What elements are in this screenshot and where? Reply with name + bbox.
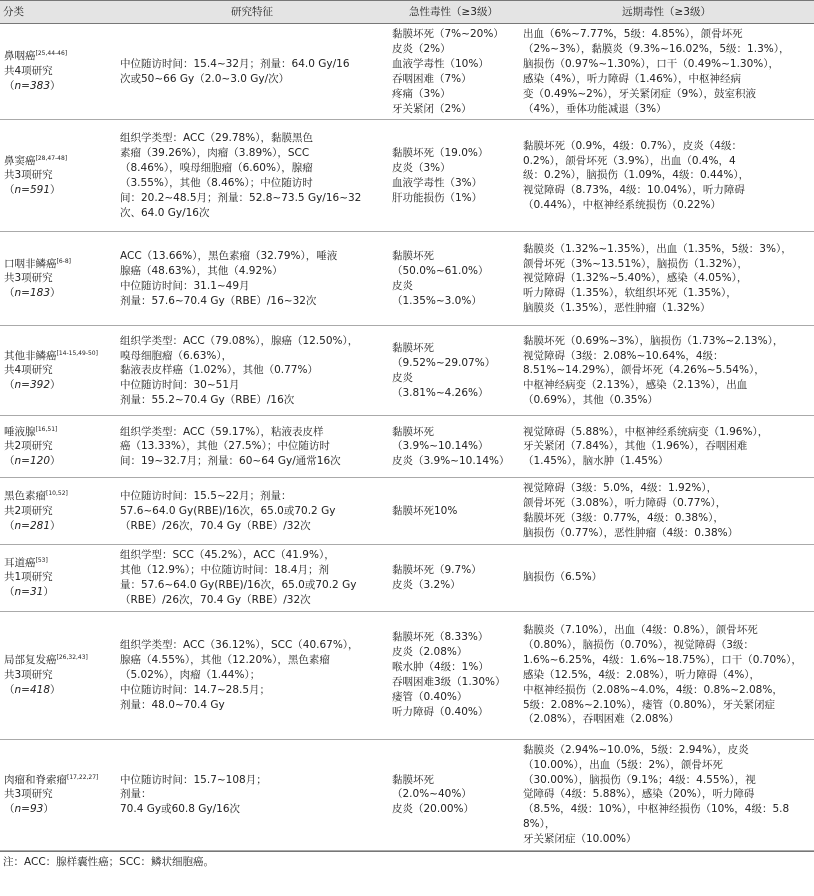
sample-size: n=183 [14, 287, 50, 300]
sample-size-line [4, 683, 112, 698]
late-toxicity-line: 牙关紧闭症（10.00%） [523, 833, 637, 846]
sample-size-line [4, 802, 112, 817]
category-name-line [4, 489, 112, 504]
late-toxicity-line: 视觉障碍（1.32%~5.40%），感染（4.05%）， [523, 272, 748, 285]
feature-line: （5.02%），肉瘤（1.44%）； [120, 668, 261, 681]
acute-toxicity-item: （3.81%~4.26%） [392, 386, 489, 399]
study-count: 共1项研究 [4, 571, 53, 584]
late-toxicity-line: 视觉障碍（3级：5.0%，4级：1.92%）， [523, 482, 718, 495]
sample-size: n=93 [14, 803, 44, 816]
feature-line: 其他（12.9%）；中位随访时间：18.4月；剂 [120, 563, 329, 576]
late-toxicity-line: 感染（4%），听力障碍（1.46%），中枢神经病 [523, 72, 742, 85]
sample-size: n=281 [14, 519, 50, 532]
category-name: 口咽非鳞癌 [4, 257, 57, 270]
acute-toxicity-item: 血液学毒性（10%） [392, 57, 489, 70]
category-cell [0, 416, 116, 478]
feature-line: 剂量： [120, 788, 152, 801]
study-count: 共2项研究 [4, 504, 53, 517]
category-cell [0, 24, 116, 120]
category-name-line [4, 49, 112, 64]
acute-toxicity-item: 吞咽困难（7%） [392, 72, 472, 85]
acute-toxicity-item: （50.0%~61.0%） [392, 265, 489, 278]
late-toxicity-line: （2.08%），吞咽困难（2.08%） [523, 713, 679, 726]
table-row [0, 232, 814, 326]
features-cell [116, 739, 388, 850]
acute-toxicity-item: 听力障碍（0.40%） [392, 706, 489, 718]
acute-toxicity-cell [388, 24, 519, 120]
header-late-toxicity: 远期毒性（≥3级） [519, 1, 814, 24]
late-toxicity-line: （0.69%），其他（0.35%） [523, 394, 658, 407]
category-name: 鼻窦癌 [4, 154, 36, 167]
feature-line: 剂量：57.6~70.4 Gy（RBE）/16~32次 [120, 294, 317, 307]
acute-toxicity-item: 牙关紧闭（2%） [392, 102, 472, 115]
late-toxicity-cell [519, 120, 814, 232]
feature-line: 中位随访时间：15.4~32月；剂量：64.0 Gy/16 [120, 57, 350, 70]
feature-line: 腺癌（4.55%），其他（12.20%），黑色素瘤 [120, 653, 330, 666]
feature-line: 组织学类型：ACC（36.12%），SCC（40.67%）， [120, 638, 359, 651]
sample-size: n=392 [14, 379, 50, 392]
acute-toxicity-item: 皮炎（2.08%） [392, 646, 468, 659]
feature-line: 次、64.0 Gy/16次 [120, 206, 210, 219]
paren-close: ） [50, 455, 61, 468]
sample-size: n=418 [14, 683, 50, 696]
feature-line: 57.6~64.0 Gy(RBE)/16次，65.0或70.2 Gy [120, 504, 336, 517]
late-toxicity-cell [519, 326, 814, 416]
paren-open: （ [4, 586, 15, 599]
feature-line: 剂量：48.0~70.4 Gy [120, 698, 225, 711]
category-name: 黑色素瘤 [4, 489, 46, 502]
category-name: 局部复发癌 [4, 653, 57, 666]
sample-size-line [4, 286, 112, 301]
acute-toxicity-item: 黏膜坏死 [392, 773, 434, 786]
late-toxicity-line: 牙关紧闭（7.84%），其他（1.96%），吞咽困难 [523, 440, 748, 453]
paren-open: （ [4, 455, 15, 468]
features-cell [116, 232, 388, 326]
study-count: 共3项研究 [4, 788, 53, 801]
acute-toxicity-item: 疼痛（3%） [392, 87, 451, 100]
acute-toxicity-cell [388, 739, 519, 850]
paren-open: （ [4, 379, 15, 392]
acute-toxicity-cell [388, 232, 519, 326]
category-name-line [4, 556, 112, 571]
paren-open: （ [4, 519, 15, 532]
header-acute-toxicity: 急性毒性（≥3级） [388, 1, 519, 24]
late-toxicity-line: 脑膜炎（1.35%），恶性肿瘤（1.32%） [523, 302, 711, 315]
table-body [0, 24, 814, 851]
sample-size-line [4, 519, 112, 534]
late-toxicity-line: 黏膜炎（2.94%~10.0%，5级：2.94%），皮炎 [523, 743, 749, 756]
paren-open: （ [4, 287, 15, 300]
late-toxicity-line: 1.6%~6.25%，4级：1.6%~18.75%），口干（0.70%）， [523, 653, 802, 666]
late-toxicity-cell [519, 416, 814, 478]
acute-toxicity-item: 皮炎（3.9%~10.14%） [392, 455, 510, 468]
paren-open: （ [4, 803, 15, 816]
study-count: 共3项研究 [4, 668, 53, 681]
sample-size: n=591 [14, 184, 50, 197]
acute-toxicity-item: 黏膜坏死 [392, 425, 434, 438]
category-cell [0, 232, 116, 326]
features-cell [116, 545, 388, 612]
sample-size: n=120 [14, 455, 50, 468]
header-category: 分类 [0, 1, 116, 24]
study-count: 共4项研究 [4, 364, 53, 377]
reference-superscript: [25,44-46] [35, 50, 68, 58]
category-cell [0, 326, 116, 416]
sample-size-line [4, 454, 112, 469]
late-toxicity-cell [519, 232, 814, 326]
category-name-line [4, 653, 112, 668]
late-toxicity-line: 视觉障碍（8.73%，4级：10.04%），听力障碍 [523, 184, 745, 197]
late-toxicity-line: 5级：2.08%~2.10%），瘘管（0.80%），牙关紧闭症 [523, 698, 776, 711]
acute-toxicity-item: 皮炎 [392, 371, 413, 384]
feature-line: 中位随访时间：31.1~49月 [120, 279, 250, 292]
table-row [0, 24, 814, 120]
acute-toxicity-item: 黏膜坏死 [392, 342, 434, 355]
paren-close: ） [43, 803, 54, 816]
category-name: 肉瘤和脊索瘤 [4, 773, 67, 786]
paren-close: ） [50, 287, 61, 300]
late-toxicity-line: （0.80%），脑损伤（0.70%），视觉障碍（3级： [523, 638, 754, 651]
acute-toxicity-item: 瘘管（0.40%） [392, 691, 468, 704]
sample-size: n=383 [14, 80, 50, 93]
acute-toxicity-item: 皮炎（20.00%） [392, 803, 475, 816]
late-toxicity-cell [519, 24, 814, 120]
category-name: 耳道癌 [4, 556, 36, 569]
late-toxicity-line: （10.00%），出血（5级：2%），颌骨坏死 [523, 758, 723, 771]
features-cell [116, 611, 388, 739]
acute-toxicity-cell [388, 611, 519, 739]
category-name: 其他非鳞癌 [4, 349, 57, 362]
category-cell [0, 739, 116, 850]
reference-superscript: [14-15,49-50] [56, 349, 98, 357]
feature-line: （RBE）/26次，70.4 Gy（RBE）/32次 [120, 519, 311, 532]
acute-toxicity-item: 皮炎（2%） [392, 42, 451, 55]
acute-toxicity-item: 吞咽困难3级（1.30%） [392, 676, 506, 689]
category-cell [0, 120, 116, 232]
acute-toxicity-item: （1.35%~3.0%） [392, 294, 482, 307]
late-toxicity-line: 黏膜炎（1.32%~1.35%），出血（1.35%，5级：3%）， [523, 242, 792, 255]
feature-line: 70.4 Gy或60.8 Gy/16次 [120, 803, 241, 816]
paren-close: ） [50, 519, 61, 532]
acute-toxicity-cell [388, 120, 519, 232]
late-toxicity-line: 中枢神经病变（2.13%），感染（2.13%），出血 [523, 379, 748, 392]
feature-line: 素瘤（39.26%），肉瘤（3.89%），SCC [120, 147, 310, 160]
category-name: 鼻咽癌 [4, 50, 36, 63]
feature-line: 间：19~32.7月；剂量：60~64 Gy/通常16次 [120, 455, 341, 468]
acute-toxicity-item: 血液学毒性（3%） [392, 176, 483, 189]
late-toxicity-line: （2%~3%），黏膜炎（9.3%~16.02%，5级：1.3%）， [523, 42, 790, 55]
reference-superscript: [16,51] [35, 425, 58, 433]
late-toxicity-line: 觉障碍（4级：5.88%），感染（20%），听力障碍 [523, 788, 755, 801]
table-row [0, 739, 814, 850]
features-cell [116, 326, 388, 416]
feature-line: 中位随访时间：15.7~108月； [120, 773, 267, 786]
feature-line: 中位随访时间：15.5~22月；剂量： [120, 489, 292, 502]
acute-toxicity-item: 黏膜坏死（7%~20%） [392, 28, 504, 40]
paren-close: ） [50, 683, 61, 696]
acute-toxicity-item: 皮炎 [392, 279, 413, 292]
feature-line: 中位随访时间：14.7~28.5月； [120, 683, 271, 696]
feature-line: 次或50~66 Gy（2.0~3.0 Gy/次） [120, 72, 290, 85]
table-row [0, 416, 814, 478]
category-name: 唾液腺 [4, 425, 36, 438]
acute-toxicity-item: 皮炎（3.2%） [392, 578, 461, 591]
late-toxicity-line: 黏膜坏死（0.69%~3%），脑损伤（1.73%~2.13%）， [523, 334, 784, 347]
feature-line: （8.46%），嗅母细胞瘤（6.60%），腺瘤 [120, 162, 313, 175]
acute-toxicity-cell [388, 545, 519, 612]
table-row [0, 326, 814, 416]
feature-line: 嗅母细胞瘤（6.63%）， [120, 349, 233, 362]
table-row [0, 611, 814, 739]
late-toxicity-line: （1.45%），脑水肿（1.45%） [523, 455, 669, 468]
late-toxicity-line: （0.44%），中枢神经系统损伤（0.22%） [523, 199, 721, 212]
reference-superscript: [6-8] [56, 257, 71, 265]
acute-toxicity-item: 黏膜坏死（19.0%） [392, 147, 489, 160]
late-toxicity-line: 感染（12.5%，4级：2.08%），听力障碍（4%）， [523, 668, 761, 681]
reference-superscript: [53] [35, 556, 48, 564]
category-name-line [4, 773, 112, 788]
feature-line: （RBE）/26次，70.4 Gy（RBE）/32次 [120, 593, 311, 606]
feature-line: 组织学类型：ACC（79.08%），腺癌（12.50%）， [120, 334, 359, 347]
feature-line: （3.55%），其他（8.46%）；中位随访时 [120, 176, 313, 189]
acute-toxicity-item: 皮炎（3%） [392, 162, 451, 175]
paren-open: （ [4, 184, 15, 197]
feature-line: 间：20.2~48.5月；剂量：52.8~73.5 Gy/16~32 [120, 191, 362, 204]
study-count: 共2项研究 [4, 440, 53, 453]
late-toxicity-cell [519, 478, 814, 545]
reference-superscript: [17,22,27] [67, 773, 99, 781]
late-toxicity-line: 颌骨坏死（3%~13.51%），脑损伤（1.32%）， [523, 257, 748, 270]
acute-toxicity-item: 黏膜坏死10% [392, 504, 458, 517]
paren-close: ） [50, 379, 61, 392]
acute-toxicity-item: （2.0%~40%） [392, 788, 472, 801]
category-name-line [4, 349, 112, 364]
acute-toxicity-item: 肝功能损伤（1%） [392, 191, 483, 204]
acute-toxicity-item: 喉水肿（4级：1%） [392, 661, 489, 674]
category-name-line [4, 425, 112, 440]
reference-superscript: [10,52] [46, 489, 68, 497]
sample-size: n=31 [14, 586, 44, 599]
features-cell [116, 478, 388, 545]
late-toxicity-line: 出血（6%~7.77%，5级：4.85%），颌骨坏死 [523, 28, 743, 40]
sample-size-line [4, 79, 112, 94]
late-toxicity-line: （8.5%，4级：10%），中枢神经损伤（10%，4级：5.88%）， [523, 803, 790, 831]
study-count: 共3项研究 [4, 272, 53, 285]
feature-line: 组织学类型：ACC（59.17%），粘液表皮样 [120, 425, 324, 438]
reference-superscript: [28,47-48] [35, 154, 68, 162]
features-cell [116, 24, 388, 120]
acute-toxicity-cell [388, 478, 519, 545]
feature-line: 黏液表皮样癌（1.02%），其他（0.77%） [120, 364, 318, 377]
feature-line: 剂量：55.2~70.4 Gy（RBE）/16次 [120, 394, 295, 407]
feature-line: 组织学类型：ACC（29.78%），黏膜黑色 [120, 132, 313, 145]
table-row [0, 545, 814, 612]
sample-size-line [4, 183, 112, 198]
late-toxicity-line: 颌骨坏死（3.08%），听力障碍（0.77%）， [523, 497, 727, 510]
sample-size-line [4, 378, 112, 393]
table-footnote: 注：ACC：腺样囊性癌；SCC：鳞状细胞癌。 [0, 851, 814, 873]
category-cell [0, 478, 116, 545]
acute-toxicity-item: 黏膜坏死 [392, 250, 434, 263]
late-toxicity-line: 视觉障碍（5.88%），中枢神经系统病变（1.96%）， [523, 425, 769, 438]
paren-close: ） [50, 184, 61, 197]
late-toxicity-line: 脑损伤（0.97%~1.30%），口干（0.49%~1.30%）， [523, 57, 780, 70]
feature-line: 中位随访时间：30~51月 [120, 379, 240, 392]
features-cell [116, 120, 388, 232]
paren-open: （ [4, 80, 15, 93]
acute-toxicity-item: （9.52%~29.07%） [392, 357, 496, 370]
late-toxicity-line: 黏膜坏死（0.9%，4级：0.7%），皮炎（4级： [523, 139, 742, 152]
late-toxicity-line: 脑损伤（0.77%），恶性肿瘤（4级：0.38%） [523, 527, 739, 540]
late-toxicity-line: 0.2%），颌骨坏死（3.9%），出血（0.4%，4 [523, 154, 736, 167]
late-toxicity-line: 听力障碍（1.35%），软组织坏死（1.35%）， [523, 287, 737, 300]
late-toxicity-line: （30.00%），脑损伤（9.1%；4级：4.55%），视 [523, 773, 756, 786]
features-cell [116, 416, 388, 478]
feature-line: 组织学型：SCC（45.2%），ACC（41.9%）， [120, 549, 335, 562]
table-row [0, 120, 814, 232]
late-toxicity-line: 视觉障碍（3级：2.08%~10.64%，4级： [523, 349, 724, 362]
late-toxicity-line: 级：0.2%），脑损伤（1.09%，4级：0.44%）， [523, 169, 750, 182]
late-toxicity-line: 8.51%~14.29%），颌骨坏死（4.26%~5.54%）， [523, 364, 765, 377]
late-toxicity-line: 黏膜坏死（3级：0.77%，4级：0.38%）， [523, 512, 724, 525]
study-count: 共3项研究 [4, 169, 53, 182]
table-row [0, 478, 814, 545]
paren-open: （ [4, 683, 15, 696]
feature-line: 量：57.6~64.0 Gy(RBE)/16次，65.0或70.2 Gy [120, 578, 357, 591]
acute-toxicity-item: （3.9%~10.14%） [392, 440, 489, 453]
late-toxicity-line: （4%），垂体功能减退（3%） [523, 102, 667, 115]
acute-toxicity-cell [388, 326, 519, 416]
category-cell [0, 611, 116, 739]
paren-close: ） [50, 80, 61, 93]
acute-toxicity-cell [388, 416, 519, 478]
feature-line: 癌（13.33%），其他（27.5%）；中位随访时 [120, 440, 330, 453]
acute-toxicity-item: 黏膜坏死（9.7%） [392, 563, 482, 576]
feature-line: ACC（13.66%），黑色素瘤（32.79%），唾液 [120, 250, 338, 263]
acute-toxicity-item: 黏膜坏死（8.33%） [392, 631, 489, 644]
header-features: 研究特征 [116, 1, 388, 24]
late-toxicity-line: 中枢神经损伤（2.08%~4.0%，4级：0.8%~2.08%， [523, 683, 783, 696]
late-toxicity-cell [519, 545, 814, 612]
category-name-line [4, 257, 112, 272]
late-toxicity-line: 黏膜炎（7.10%），出血（4级：0.8%），颌骨坏死 [523, 624, 758, 637]
late-toxicity-line: 变（0.49%~2%），牙关紧闭症（9%），鼓室积液 [523, 87, 756, 100]
late-toxicity-cell [519, 611, 814, 739]
late-toxicity-line: 脑损伤（6.5%） [523, 571, 603, 584]
feature-line: 腺癌（48.63%），其他（4.92%） [120, 265, 283, 278]
late-toxicity-cell [519, 739, 814, 850]
sample-size-line [4, 585, 112, 600]
table-header-row [0, 1, 814, 24]
category-cell [0, 545, 116, 612]
category-name-line [4, 154, 112, 169]
reference-superscript: [26,32,43] [56, 653, 88, 661]
study-count: 共4项研究 [4, 65, 53, 78]
paren-close: ） [43, 586, 54, 599]
